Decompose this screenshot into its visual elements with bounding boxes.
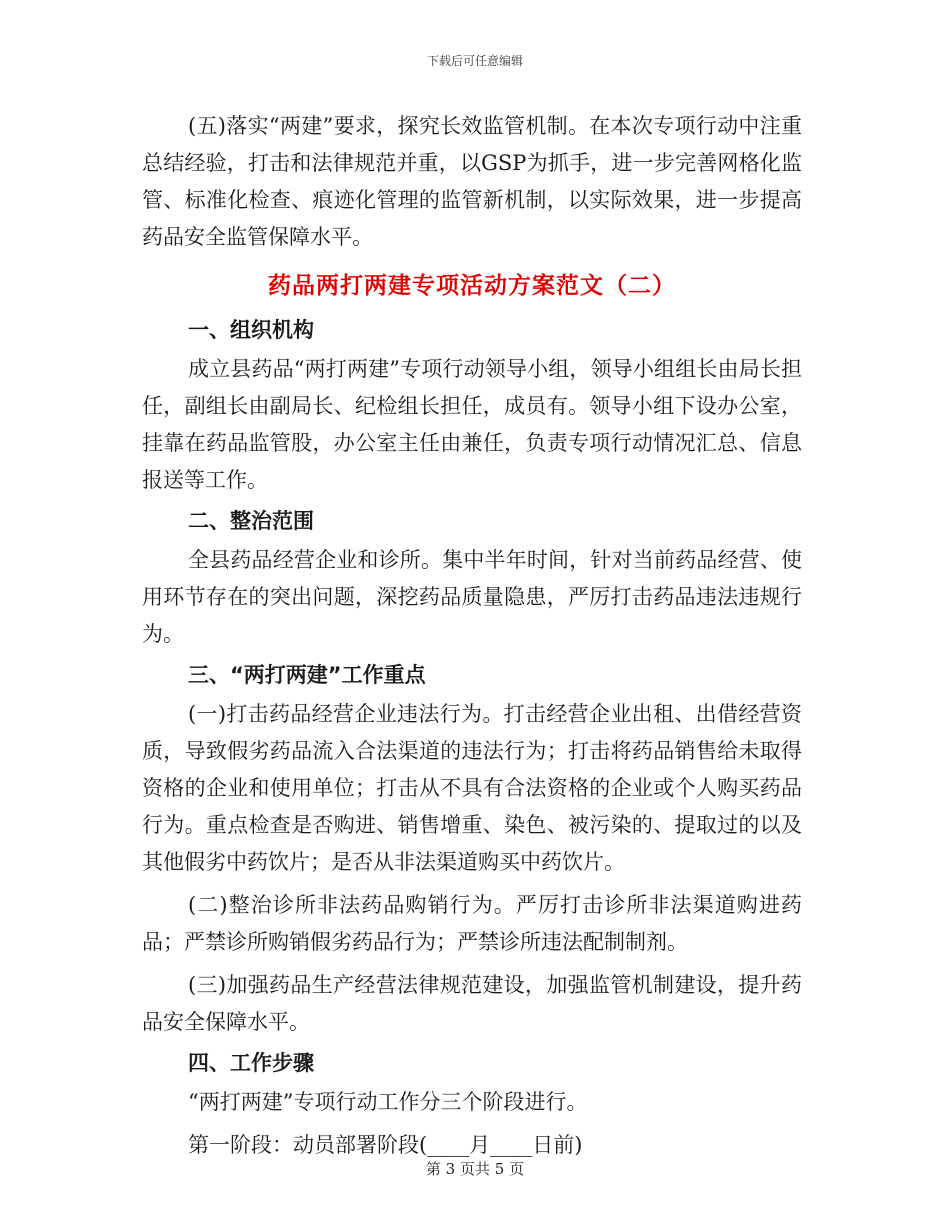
paragraph-5-implement: (五)落实“两建”要求，探究长效监管机制。在本次专项行动中注重总结经验，打击和法律规范并重，以GSP为抓手，进一步完善网格化监管、标准化检查、痕迹化管理的监管新机制，以实际效果，进一步提高药品安全监管保障水平。: [142, 114, 802, 249]
paragraph-scope: 全县药品经营企业和诊所。集中半年时间，针对当前药品经营、使用环节存在的突出问题，深挖药品质量隐患，严厉打击药品违法违规行为。: [142, 548, 802, 646]
paragraph-focus-2: (二)整治诊所非法药品购销行为。严厉打击诊所非法渠道购进药品；严禁诊所购销假劣药品行为；严禁诊所违法配制制剂。: [142, 893, 802, 954]
paragraph-steps-intro: “两打两建”专项行动工作分三个阶段进行。: [188, 1090, 588, 1114]
page-footer: 第 3 页共 5 页: [425, 1160, 525, 1178]
section-heading-scope: 二、整治范围: [188, 509, 314, 533]
page-header: 下载后可任意编辑: [426, 54, 523, 68]
section-heading-steps: 四、工作步骤: [188, 1051, 314, 1075]
document-body: [142, 108, 802, 1164]
document-title: 药品两打两建专项活动方案范文（二）: [268, 272, 676, 299]
paragraph-focus-1: (一)打击药品经营企业违法行为。打击经营企业出租、出借经营资质，导致假劣药品流入合法渠道的违法行为；打击将药品销售给未取得资格的企业和使用单位；打击从不具有合法资格的企业或个人购买药品行为。重点检查是否购进、销售增重、染色、被污染的、提取过的以及其他假劣中药饮片；是否从非法渠道购买中药饮片。: [142, 702, 802, 874]
section-heading-focus: 三、“两打两建”工作重点: [188, 663, 426, 687]
paragraph-focus-3: (三)加强药品生产经营法律规范建设，加强监管机制建设，提升药品安全保障水平。: [142, 973, 802, 1034]
paragraph-organization: 成立县药品“两打两建”专项行动领导小组，领导小组组长由局长担任，副组长由副局长、纪检组长担任，成员有。领导小组下设办公室，挂靠在药品监管股，办公室主任由兼任，负责专项行动情况汇总、信息报送等工作。: [142, 357, 802, 492]
paragraph-stage-1: 第一阶段：动员部署阶段(____月____日前): [188, 1133, 583, 1157]
section-heading-organization: 一、组织机构: [188, 318, 314, 342]
